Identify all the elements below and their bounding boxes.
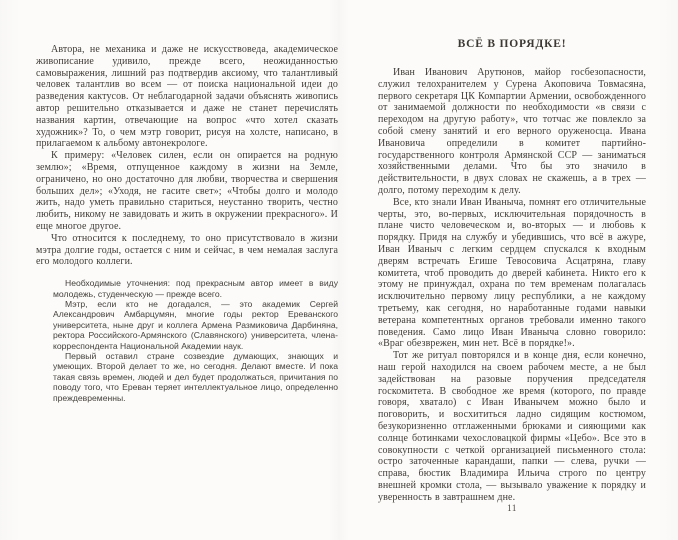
note-paragraph: Мэтр, если кто не догадался, — это академик Сергей Александрович Амбарцумян, многие годы ректор Ереванского университета, ныне друг и коллега Армена Размиковича Дарбиняна, ректора Российского-Армянского (Славянского) университета, члена-корреспондента Национальной Академии наук. [53,298,338,351]
paragraph: Иван Иванович Арутюнов, майор госбезопасности, служил телохранителем у Сурена Акоповича Товмасяна, первого секретаря ЦК Компартии Армении, освобожденного от занимаемой должности по необходимости «в связи с переходом на другую работу», что тотчас же повлекло за собой смену занятий и его верного оруженосца. Ивана Ивановича определили в комитет партийно-государственного контроля Армянской ССР — заниматься хозяйственными делами. Что бы это значило в действительности, в двух словах не скажешь, а в трех — долго, потому переходим к делу. [378,67,646,196]
left-page [36,44,338,403]
right-page [378,38,646,503]
paragraph: Все, кто знали Иван Иваныча, помнят его отличительные черты, это, во-первых, исключительная порядочность в плане чисто человеческом и, во-вторых — и любовь к порядку. Придя на службу и убедившись, что всё в ажуре, Иван Иваныч с легким сердцем спускался к входным дверям встречать Егише Тевосовича Асцатряна, главу комитета, чтоб проводить до дверей кабинета. Никто его к этому не принуждал, охрана по тем временам полагалась исключительно первому лицу республики, а не каждому третьему, как сегодня, но наработанные годами навыки ветерана компетентных органов требовали именно такого поведения. Само лицо Иван Иваныча словно говорило: «Враг обезврежен, мин нет. Всё в порядке!». [378,196,646,350]
page-number: 11 [507,503,517,513]
note-paragraph: Необходимые уточнения: под прекрасным автор имеет в виду молодежь, студенческую — прежде всего. [53,278,338,299]
paragraph: Автора, не механика и даже не искусствоведа, академическое живописание удивило, прежде всего, неожиданностью самовыражения, лишний раз подтвердив аксиому, что талантливый человек талантлив во всем — от поиска национальной идеи до разведения кактусов. От неблагодарной задачи объяснять живопись автор решительно отказывается и даже не станет перечислять названия картин, отвечающие на вопрос «что хотел сказать художник»? То, о чем мэтр говорит, рисуя на холсте, написано, в прилагаемом к альбому автонекрологе. [36,44,338,150]
paragraph: Что относится к последнему, то оно присутствовало в жизни мэтра долгие годы, остается с ним и сейчас, в чем немалая заслуга его молодого коллеги. [36,232,338,268]
note-block [53,278,338,403]
note-paragraph: Первый оставил стране созвездие думающих, знающих и умеющих. Второй делает то же, но сегодня. Делают вместе. И пока такая связь времен, людей и дел будет продолжаться, причитания по поводу того, что Ереван теряет интеллектуальное лицо, определенно преждевременны. [53,350,338,403]
chapter-title: ВСЁ В ПОРЯДКЕ! [457,38,567,50]
paragraph: К примеру: «Человек силен, если он опирается на родную землю»; «Время, отпущенное каждому в жизни на Земле, ограничено, но оно достаточно для любви, творчества и свершения больших дел»; «Уходя, не гасите свет»; «Чтобы долго и молодо жить, надо уметь правильно стариться, неустанно творить, честно любить, никому не завидовать и жить в окружении прекрасного». И еще многое другое. [36,150,338,232]
paragraph: Тот же ритуал повторялся и в конце дня, если конечно, наш герой находился на своем рабочем месте, а не был задействован на разовые поручения председателя госкомитета. В свободное же время (которого, по правде говоря, хватало) с Иван Иванычем можно было и поговорить, и восхититься ладно сидящим костюмом, безукоризненно отглаженными брюками и сияющими как солнце ботинками чехословацкой фирмы «Цебо». Все это в совокупности с четкой организацией письменного стола: остро заточенные карандаши, папки — слева, ручки — справа, бюстик Владимира Ильича строго по центру внешней кромки стола, — вызывало уважение к порядку и уверенность в завтрашнем дне. [378,350,646,503]
